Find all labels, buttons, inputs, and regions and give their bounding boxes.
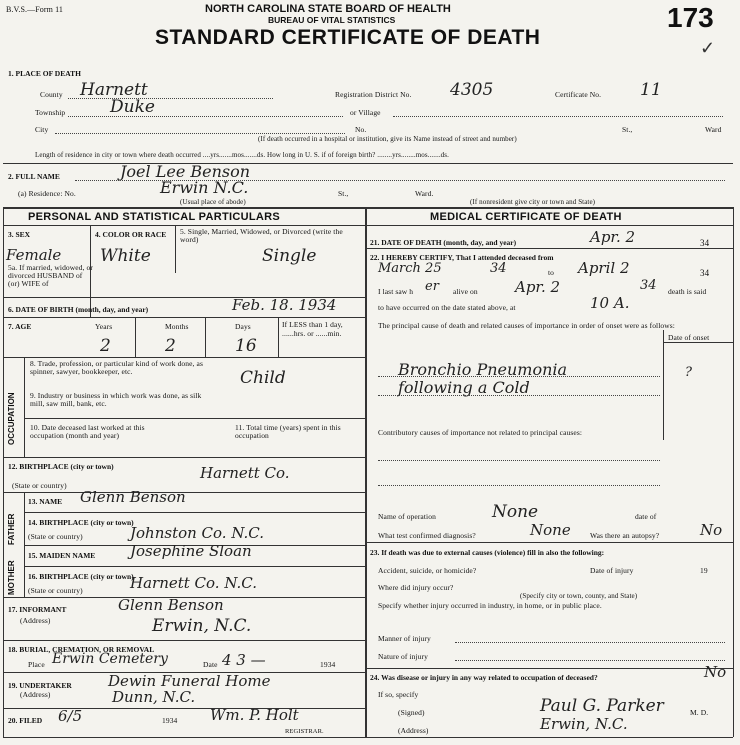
residence-ward-label: Ward.: [415, 189, 434, 198]
physician-address-value: Erwin, N.C.: [540, 715, 628, 733]
father-name-value: Glenn Benson: [80, 488, 186, 506]
undertaker-address-label: (Address): [20, 690, 51, 699]
birthplace-label: 12. BIRTHPLACE (city or town): [8, 462, 114, 471]
father-name-label: 13. NAME: [28, 497, 63, 506]
attended-to-value: April 2: [578, 259, 630, 277]
full-name-value: Joel Lee Benson: [120, 162, 251, 181]
usual-abode-note: (Usual place of abode): [180, 198, 246, 206]
ward-label: Ward: [705, 125, 722, 134]
contributory-label: Contributory causes of importance not related to principal causes:: [378, 428, 583, 437]
village-label: or Village: [350, 108, 381, 117]
date-of-onset-label: Date of onset: [668, 333, 710, 342]
operation-value: None: [492, 502, 539, 522]
external-causes-label: 23. If death was due to external causes (violence) fill in also the following:: [370, 548, 605, 557]
informant-label: 17. INFORMANT: [8, 605, 67, 614]
where-injury-note: (Specify city or town, county, and State): [520, 592, 638, 600]
sex-value: Female: [6, 246, 62, 264]
last-saw-value: Apr. 2: [515, 278, 561, 296]
confirm-value: None: [530, 521, 571, 539]
autopsy-value: No: [700, 521, 723, 539]
attended-from-year: 34: [490, 261, 507, 276]
color-label: 4. COLOR OR RACE: [95, 230, 167, 239]
mother-maiden-label: 15. MAIDEN NAME: [28, 551, 96, 560]
certificate-title: STANDARD CERTIFICATE OF DEATH: [155, 26, 541, 49]
township-label: Township: [35, 108, 66, 117]
informant-value: Glenn Benson: [118, 596, 224, 614]
attended-from-value: March 25: [378, 261, 442, 276]
where-injury-label: Where did injury occur?: [378, 583, 454, 592]
age-label: 7. AGE: [8, 322, 32, 331]
burial-label: 18. BURIAL, CREMATION, OR REMOVAL: [8, 645, 155, 654]
less-than-day: If LESS than 1 day, ......hrs. or ......min.: [282, 320, 343, 338]
certificate-no-label: Certificate No.: [555, 90, 602, 99]
nonresident-note: (If nonresident give city or town and State): [470, 198, 596, 206]
manner-label: Manner of injury: [378, 634, 431, 643]
date-of-death-year: 34: [700, 238, 710, 248]
mother-state-label: (State or country): [28, 586, 83, 595]
registration-district-label: Registration District No.: [335, 90, 412, 99]
color-value: White: [100, 246, 151, 266]
dob-label: 6. DATE OF BIRTH (month, day, and year): [8, 305, 149, 314]
father-state-label: (State or country): [28, 532, 83, 541]
burial-year-value: 1934: [320, 660, 336, 669]
undertaker-address-value: Dunn, N.C.: [112, 688, 196, 706]
age-years-value: 2: [100, 336, 111, 356]
alive-on-label: alive on: [453, 287, 478, 296]
mother-side-label: MOTHER: [7, 560, 16, 595]
informant-address-label: (Address): [20, 616, 51, 625]
city-label: City: [35, 125, 49, 134]
attended-to-label: to: [548, 268, 555, 277]
personal-heading: PERSONAL AND STATISTICAL PARTICULARS: [28, 211, 280, 223]
county-label: County: [40, 90, 63, 99]
county-value: Harnett: [80, 80, 148, 100]
no-label: No.: [355, 125, 367, 134]
occupation-side-label: OCCUPATION: [7, 392, 16, 445]
date-of-death-label: 21. DATE OF DEATH (month, day, and year): [370, 238, 517, 247]
age-days-value: 16: [235, 336, 257, 356]
st-label: St.,: [622, 125, 633, 134]
residence-length: Length of residence in city or town where death occurred ....yrs.......mos.......ds. How long in U. S. if of foreign birth? ........yrs........mos.......ds.: [35, 151, 449, 159]
trade-value: Child: [240, 368, 286, 388]
last-saw-label: I last saw h: [378, 287, 414, 296]
birthplace-state-label: (State or country): [12, 481, 67, 490]
nature-label: Nature of injury: [378, 652, 428, 661]
accident-label: Accident, suicide, or homicide?: [378, 566, 477, 575]
days-label: Days: [235, 322, 251, 331]
filed-label: 20. FILED: [8, 716, 43, 725]
undertaker-value: Dewin Funeral Home: [108, 672, 271, 690]
burial-date-value: 4 3 —: [222, 651, 266, 669]
physician-signature: Paul G. Parker: [540, 696, 664, 716]
age-months-value: 2: [165, 336, 176, 356]
death-said-label: death is said: [668, 287, 707, 296]
father-birthplace-value: Johnston Co. N.C.: [130, 524, 264, 542]
sex-label: 3. SEX: [8, 230, 31, 239]
form-number: B.V.S.—Form 11: [6, 5, 63, 14]
principal-cause-line1: Bronchio Pneumonia: [398, 360, 568, 379]
married-label: 5a. If married, widowed, or divorced HUSBAND of (or) WIFE of: [8, 263, 93, 288]
undertaker-label: 19. UNDERTAKER: [8, 681, 72, 690]
residence-value: Erwin N.C.: [160, 178, 249, 197]
mother-maiden-value: Josephine Sloan: [130, 542, 252, 560]
last-worked-label: 10. Date deceased last worked at this occupation (month and year): [30, 423, 145, 440]
full-name-label: 2. FULL NAME: [8, 172, 60, 181]
residence-st-label: St.,: [338, 189, 349, 198]
check-mark-icon: ✓: [700, 38, 716, 58]
hospital-note: (If death occurred in a hospital or institution, give its Name instead of street and number): [258, 135, 517, 143]
certificate-no-value: 11: [640, 80, 662, 100]
certify-label: 22. I HEREBY CERTIFY, That I attended deceased from: [370, 253, 554, 262]
board-name: NORTH CAROLINA STATE BOARD OF HEALTH: [205, 3, 451, 15]
father-side-label: FATHER: [7, 513, 16, 545]
certificate-number-stamp: 173: [667, 2, 714, 33]
filed-value: 6/5: [58, 707, 83, 725]
informant-address-value: Erwin, N.C.: [152, 616, 252, 636]
industry-home-note: Specify whether injury occurred in industry, in home, or in public place.: [378, 601, 602, 610]
mother-birthplace-value: Harnett Co. N.C.: [130, 574, 257, 592]
attended-to-year: 34: [700, 268, 710, 278]
township-value: Duke: [110, 97, 155, 117]
registrar-signature: Wm. P. Holt: [210, 706, 299, 724]
onset-mark: ?: [685, 365, 692, 380]
medical-heading: MEDICAL CERTIFICATE OF DEATH: [430, 211, 622, 223]
mother-birthplace-label: 16. BIRTHPLACE (city or town): [28, 572, 134, 581]
if-so-label: If so, specify: [378, 690, 419, 699]
total-time-label: 11. Total time (years) spent in this occupation: [235, 423, 341, 440]
burial-date-label: Date: [203, 660, 218, 669]
registration-district-value: 4305: [450, 80, 494, 100]
single-label: 5. Single, Married, Widowed, or Divorced (write the word): [180, 227, 343, 244]
burial-place-value: Erwin Cemetery: [52, 651, 168, 667]
industry-label: 9. Industry or business in which work was done, as silk mill, saw mill, bank, etc.: [30, 391, 202, 408]
dob-value: Feb. 18. 1934: [232, 296, 337, 314]
occurred-value: 10 A.: [590, 294, 630, 312]
signed-label: (Signed): [398, 708, 425, 717]
bureau-name: BUREAU OF VITAL STATISTICS: [268, 15, 396, 25]
injury-year-label: 19: [700, 566, 708, 575]
father-birthplace-label: 14. BIRTHPLACE (city or town): [28, 518, 134, 527]
operation-date-label: date of: [635, 512, 657, 521]
md-label: M. D.: [690, 708, 709, 717]
residence-label: (a) Residence: No.: [18, 189, 76, 198]
confirm-label: What test confirmed diagnosis?: [378, 531, 476, 540]
operation-label: Name of operation: [378, 512, 436, 521]
years-label: Years: [95, 322, 113, 331]
birthplace-value: Harnett Co.: [200, 464, 290, 482]
burial-place-label: Place: [28, 660, 45, 669]
filed-year-value: 1934: [162, 716, 178, 725]
last-saw-who: er: [425, 279, 439, 294]
single-value: Single: [262, 246, 317, 266]
autopsy-label: Was there an autopsy?: [590, 531, 660, 540]
principal-cause-line2: following a Cold: [398, 378, 530, 397]
disease-related-label: 24. Was disease or injury in any way related to occupation of deceased?: [370, 673, 598, 682]
disease-related-value: No: [704, 663, 727, 681]
physician-address-label: (Address): [398, 726, 429, 735]
cause-label: The principal cause of death and related causes of importance in order of onset were as follows:: [378, 321, 675, 330]
injury-date-label: Date of injury: [590, 566, 634, 575]
months-label: Months: [165, 322, 189, 331]
trade-label: 8. Trade, profession, or particular kind of work done, as spinner, sawyer, bookkeeper, etc.: [30, 359, 203, 376]
occurred-label: to have occurred on the date stated above, at: [378, 303, 516, 312]
registrar-label: REGISTRAR.: [285, 728, 324, 735]
last-saw-year: 34: [640, 278, 657, 293]
place-of-death-label: 1. PLACE OF DEATH: [8, 69, 81, 78]
date-of-death-value: Apr. 2: [590, 228, 636, 246]
